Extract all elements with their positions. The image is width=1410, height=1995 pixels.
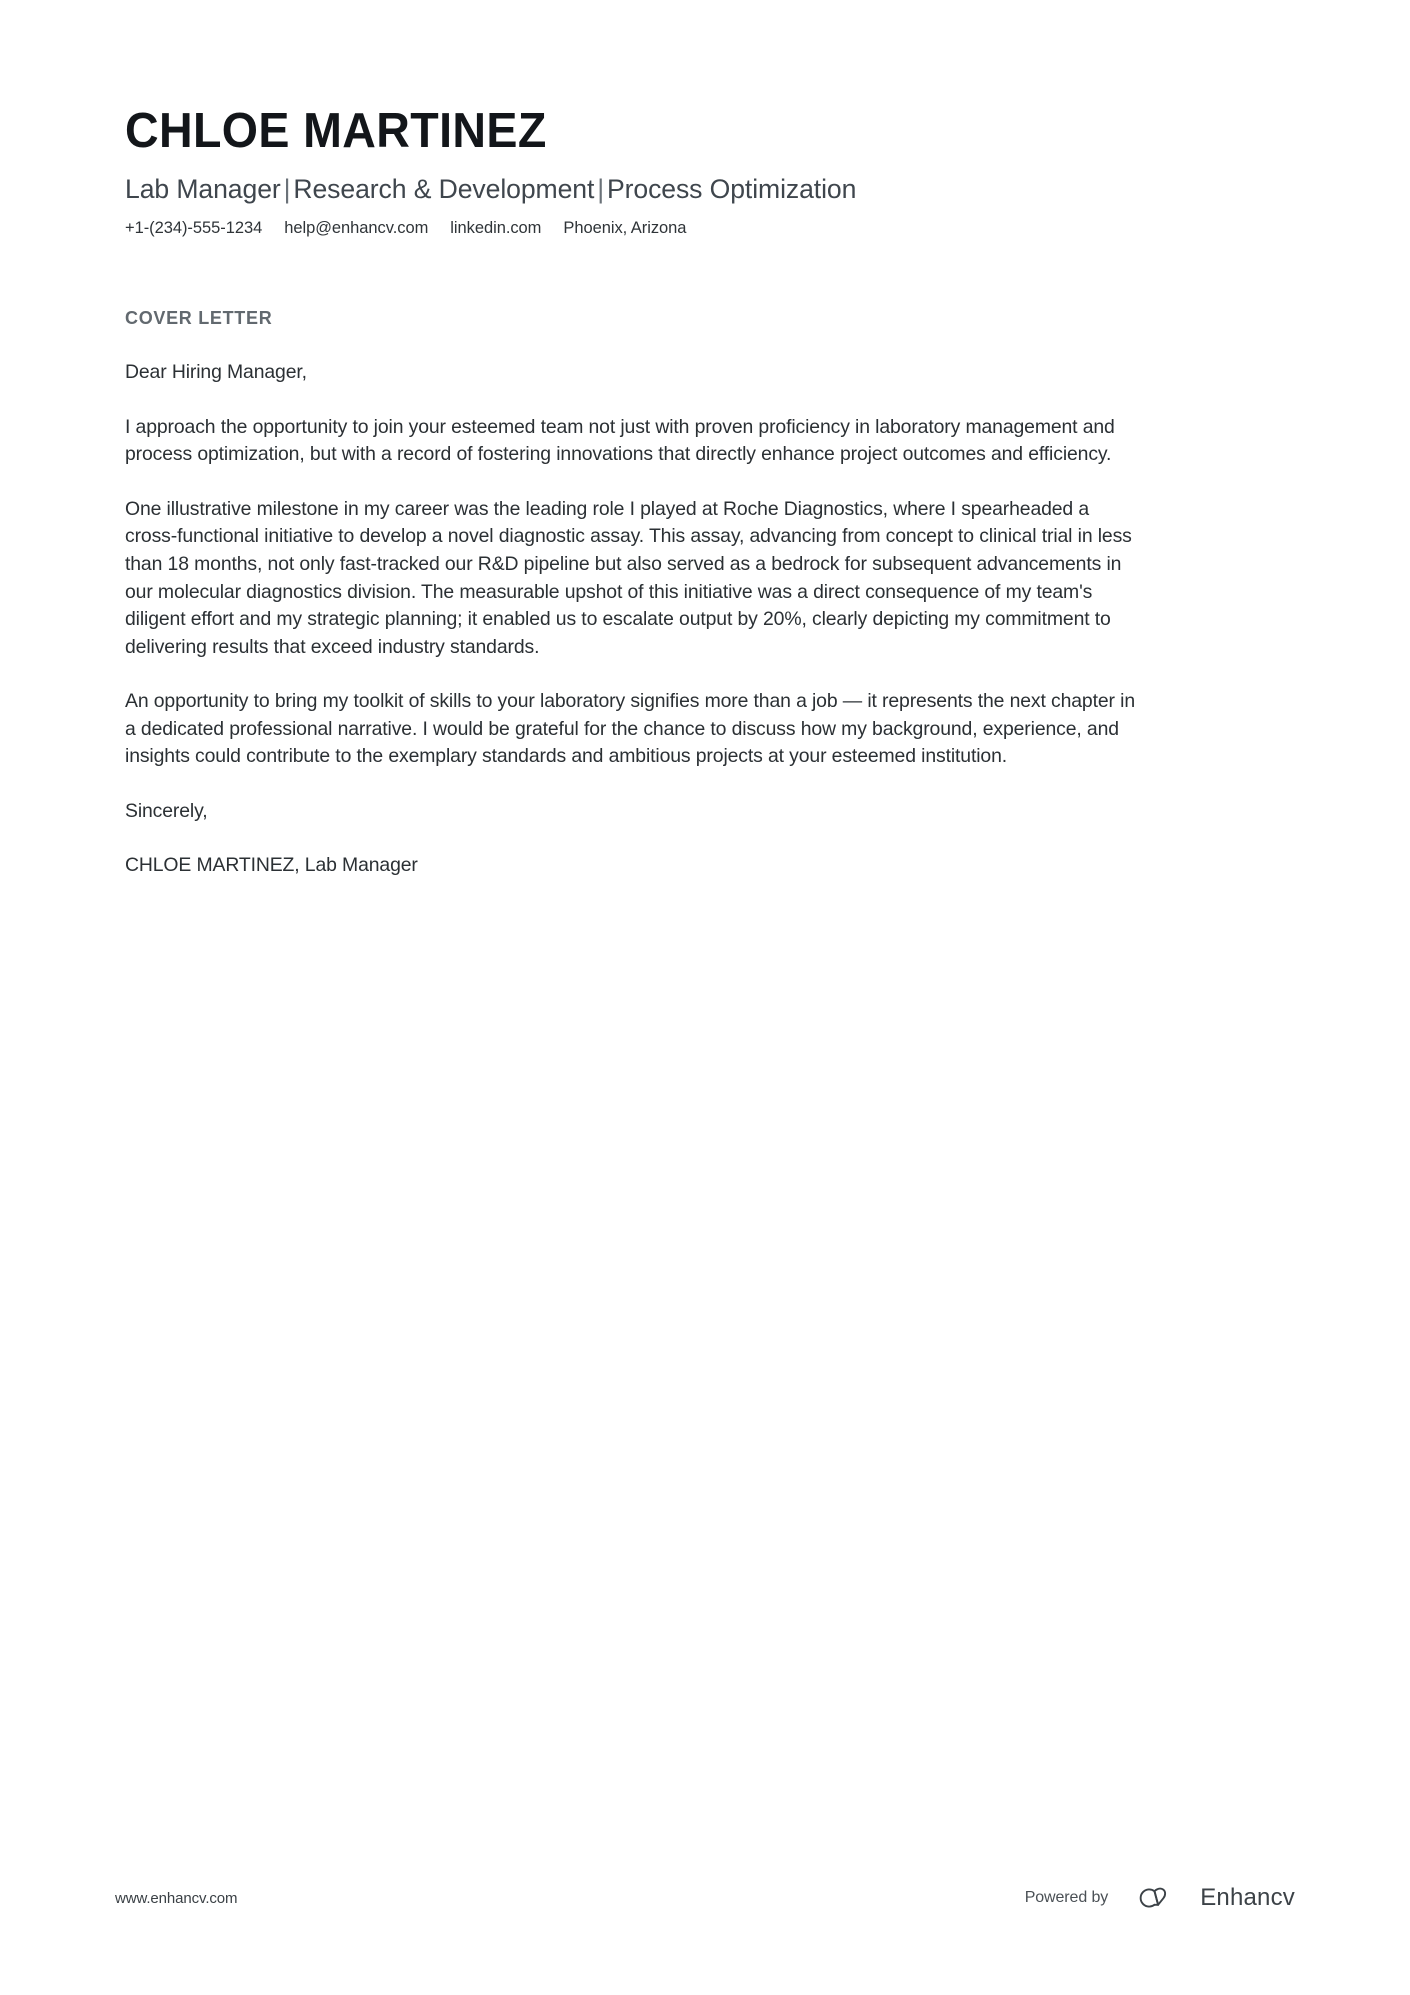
section-title-cover-letter: COVER LETTER xyxy=(125,308,273,329)
contact-linkedin[interactable]: linkedin.com xyxy=(450,219,542,238)
letter-paragraph-2: One illustrative milestone in my career was the leading role I played at Roche Diagnostics, where I spearheaded a cross-functional initiative to develop a novel diagnostic assay. This assay, advancing from concept to clinical trial in less than 18 months, not only fast-tracked our R&D pipeline but also served as a bedrock for subsequent advancements in our molecular diagnostics division. The measurable upshot of this initiative was a direct consequence of my team's diligent effort and my strategic planning; it enabled us to escalate output by 20%, clearly depicting my commitment to delivering results that exceed industry standards. xyxy=(125,497,1132,658)
letter-paragraph-3: An opportunity to bring my toolkit of skills to your laboratory signifies more than a job — it represents the next chapter in a dedicated professional narrative. I would be grateful for the chance to discuss how my background, experience, and insights could contribute to the exemplary standards and ambitious projects at your esteemed institution. xyxy=(125,690,1135,768)
contact-email[interactable]: help@enhancv.com xyxy=(284,219,429,238)
letter-signature: CHLOE MARTINEZ, Lab Manager xyxy=(125,854,418,877)
letter-closing: Sincerely, xyxy=(125,799,208,822)
page-footer xyxy=(115,1883,1295,1913)
enhancv-logo-icon xyxy=(1134,1883,1186,1913)
candidate-name: CHLOE MARTINEZ xyxy=(125,104,547,158)
document-content xyxy=(125,0,1285,880)
contact-phone: +1-(234)-555-1234 xyxy=(125,219,263,238)
letter-paragraph-1: I approach the opportunity to join your esteemed team not just with proven proficiency in laboratory management and process optimization, but with a record of fostering innovations that directly enhance project outcomes and efficiency. xyxy=(125,415,1115,466)
candidate-headline xyxy=(125,173,1268,205)
letter-salutation: Dear Hiring Manager, xyxy=(125,361,307,384)
headline-separator-2: | xyxy=(597,173,605,204)
footer-website-url[interactable]: www.enhancv.com xyxy=(115,1889,238,1907)
headline-separator-1: | xyxy=(283,173,291,204)
enhancv-brand-name: Enhancv xyxy=(1200,1884,1295,1911)
letter-body xyxy=(125,359,1285,880)
headline-part-2: Research & Development xyxy=(293,173,595,204)
powered-by-block xyxy=(1025,1883,1295,1913)
contact-details xyxy=(125,219,1285,238)
headline-part-1: Lab Manager xyxy=(125,173,281,204)
contact-location: Phoenix, Arizona xyxy=(563,219,687,238)
powered-by-label: Powered by xyxy=(1024,1889,1109,1906)
letter-header xyxy=(125,0,1285,238)
enhancv-brand[interactable] xyxy=(1134,1883,1295,1913)
headline-part-3: Process Optimization xyxy=(606,173,857,204)
